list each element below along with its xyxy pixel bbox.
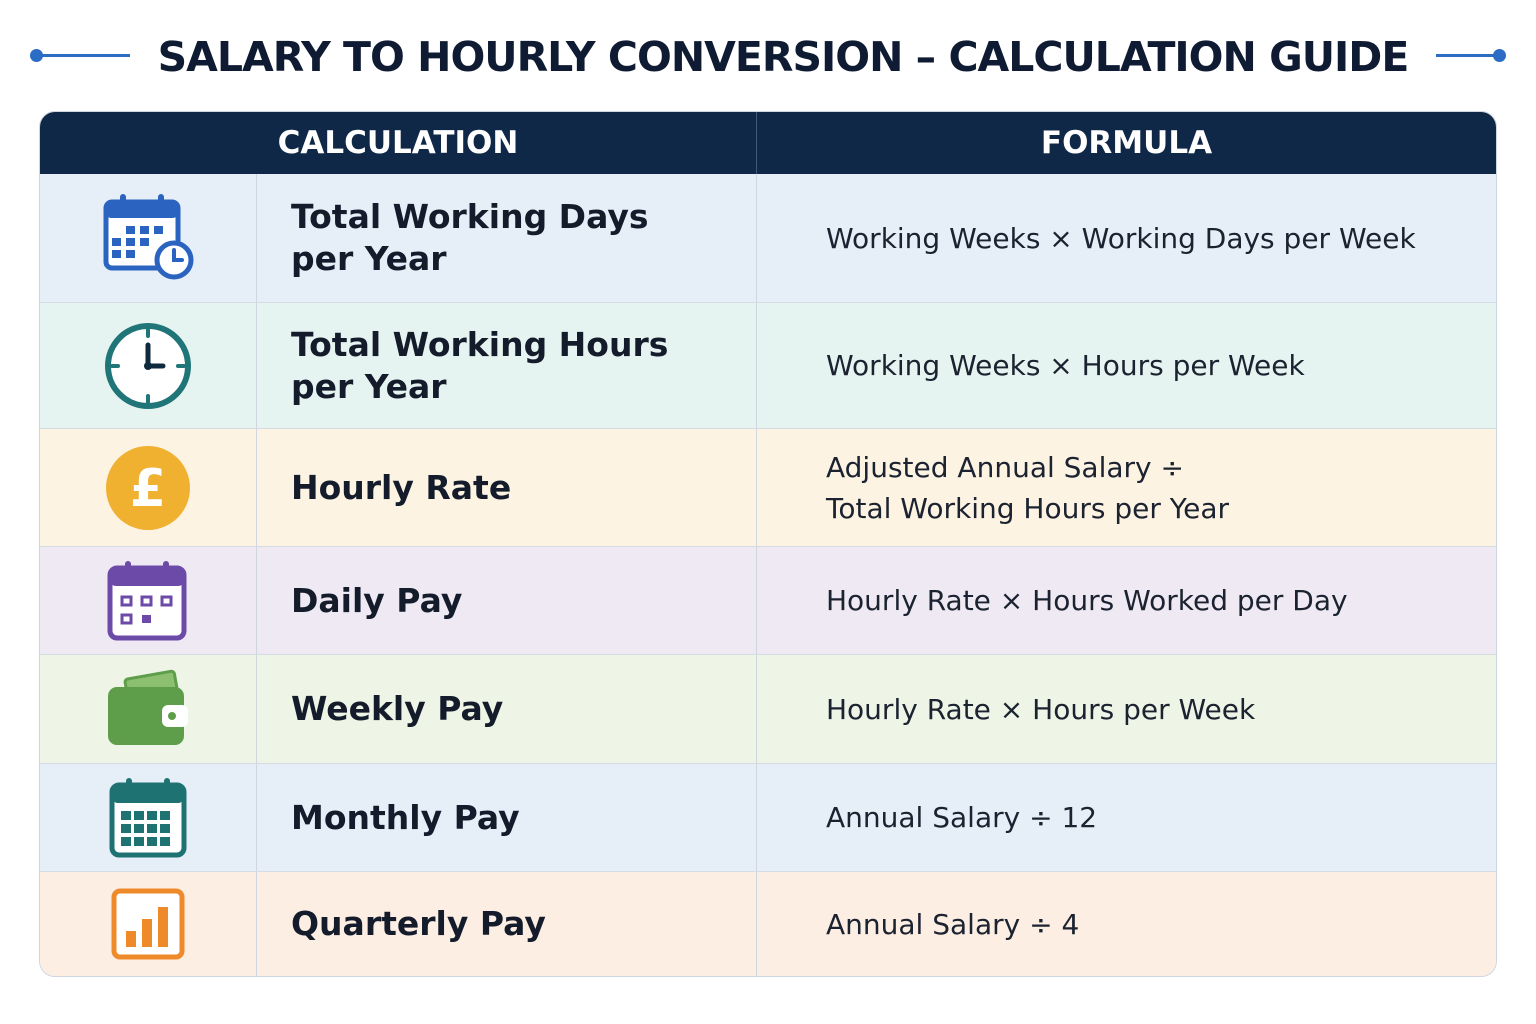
title-decoration-dot-right xyxy=(1493,49,1506,62)
table-row xyxy=(40,871,1496,976)
wallet-icon xyxy=(106,669,190,749)
calendar-icon xyxy=(107,560,189,642)
row-label-cell xyxy=(257,655,757,763)
table-body xyxy=(40,174,1496,976)
row-formula: Working Weeks × Hours per Week xyxy=(826,349,1305,382)
row-label-cell xyxy=(257,174,757,302)
row-label-cell xyxy=(257,429,757,546)
row-formula: Hourly Rate × Hours Worked per Day xyxy=(826,584,1348,617)
calculation-table xyxy=(39,111,1497,977)
header-formula: FORMULA xyxy=(1040,125,1213,161)
row-label-cell xyxy=(257,872,757,976)
table-header xyxy=(40,112,1496,174)
row-icon-cell xyxy=(40,655,257,763)
row-label: Daily Pay xyxy=(291,580,463,620)
pound-coin-icon xyxy=(104,444,192,532)
calendar-grid-icon xyxy=(109,777,187,859)
title-bar xyxy=(0,22,1536,92)
row-formula: Working Weeks × Working Days per Week xyxy=(826,221,1416,255)
clock-icon xyxy=(103,321,193,411)
svg-text:£: £ xyxy=(129,458,167,519)
row-label: Total Working Days per Year xyxy=(291,197,649,278)
calendar-clock-icon xyxy=(100,192,196,284)
title-decoration-line-left xyxy=(38,54,130,57)
row-label: Monthly Pay xyxy=(291,797,520,837)
row-label: Hourly Rate xyxy=(291,467,512,507)
row-formula-cell xyxy=(757,655,1496,763)
row-icon-cell xyxy=(40,429,257,546)
table-row xyxy=(40,654,1496,763)
row-icon-cell xyxy=(40,303,257,428)
row-formula: Annual Salary ÷ 4 xyxy=(826,907,1080,941)
row-formula-cell xyxy=(757,872,1496,976)
row-formula-cell xyxy=(757,547,1496,654)
table-row xyxy=(40,174,1496,302)
row-label-cell xyxy=(257,303,757,428)
title-decoration-line-right xyxy=(1436,54,1500,57)
table-row xyxy=(40,302,1496,428)
table-row xyxy=(40,763,1496,871)
row-formula: Annual Salary ÷ 12 xyxy=(826,801,1098,834)
row-icon-cell xyxy=(40,174,257,302)
row-formula-cell xyxy=(757,303,1496,428)
row-formula: Adjusted Annual Salary ÷ Total Working Hours per Year xyxy=(826,450,1230,525)
table-row xyxy=(40,546,1496,654)
row-icon-cell xyxy=(40,547,257,654)
row-label-cell xyxy=(257,547,757,654)
row-icon-cell xyxy=(40,872,257,976)
header-calculation: CALCULATION xyxy=(40,112,757,174)
row-label: Weekly Pay xyxy=(291,689,504,728)
row-icon-cell xyxy=(40,764,257,871)
row-formula-cell xyxy=(757,429,1496,546)
row-label: Total Working Hours per Year xyxy=(291,324,669,406)
row-formula: Hourly Rate × Hours per Week xyxy=(826,692,1256,726)
row-formula-cell xyxy=(757,174,1496,302)
table-row xyxy=(40,428,1496,546)
row-formula-cell xyxy=(757,764,1496,871)
row-label: Quarterly Pay xyxy=(291,904,546,943)
bar-chart-icon xyxy=(110,887,186,961)
page-title: SALARY TO HOURLY CONVERSION – CALCULATION GUIDE xyxy=(157,33,1409,81)
row-label-cell xyxy=(257,764,757,871)
